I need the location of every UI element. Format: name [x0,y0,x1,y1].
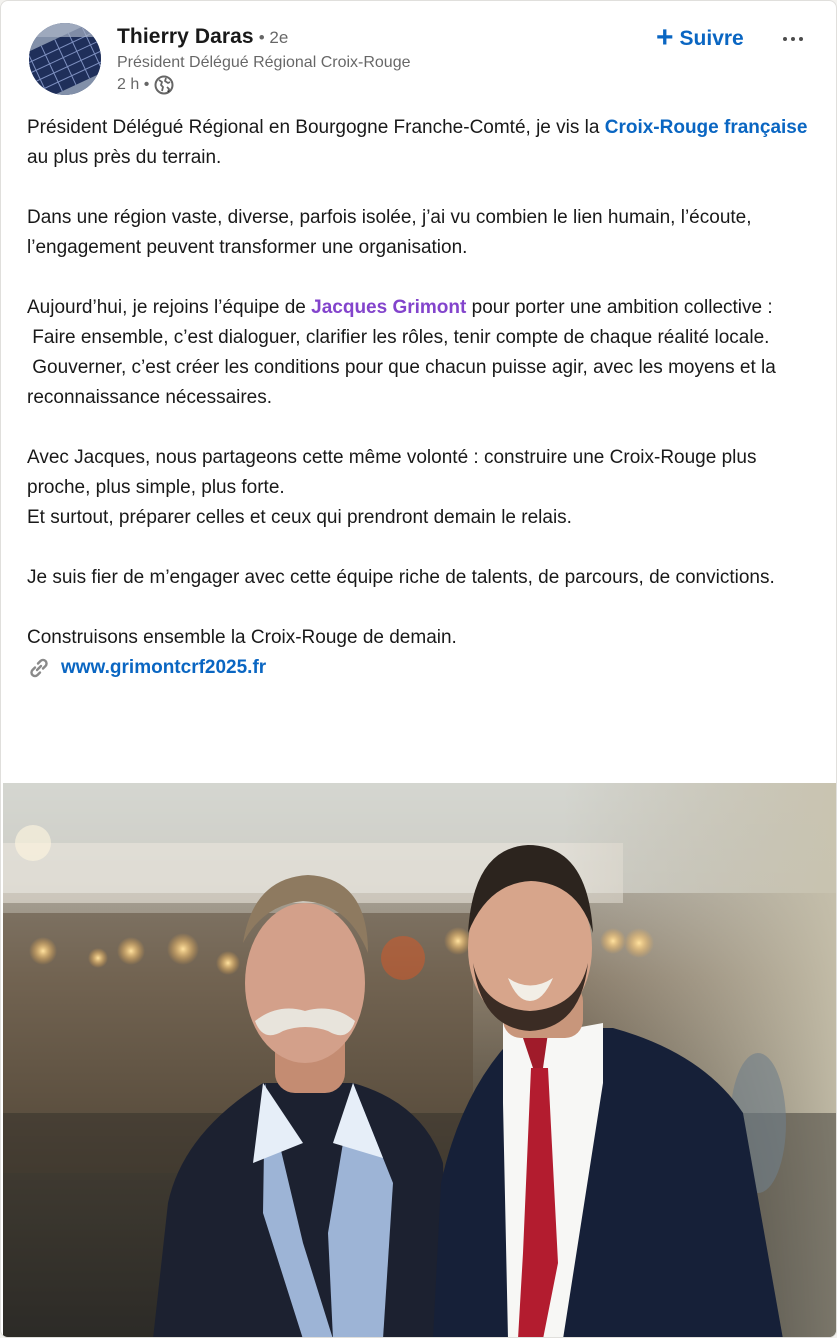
connection-degree: • 2e [258,28,289,47]
paragraph-3-line-2: Faire ensemble, c’est dialoguer, clarifier les rôles, tenir compte de chaque réalité locale. [27,327,770,348]
author-avatar[interactable] [29,23,101,95]
ellipsis-dot [783,37,787,41]
post-text [27,113,817,683]
paragraph-4-line-1: Avec Jacques, nous partageons cette même volonté : construire une Croix-Rouge plus proche, plus simple, plus forte. [27,447,757,498]
post-header [29,20,829,103]
more-options-button[interactable] [777,27,809,51]
follow-button[interactable] [656,20,744,55]
follow-label: Suivre [679,27,744,50]
post-image[interactable] [3,783,836,1338]
paragraph-3-line-3: Gouverner, c’est créer les conditions pour que chacun puisse agir, avec les moyens et la reconnaissance nécessaires. [27,357,782,408]
author-meta [117,25,411,95]
website-link[interactable]: www.grimontcrf2025.fr [61,657,267,678]
paragraph-6: Construisons ensemble la Croix-Rouge de demain. [27,627,457,648]
link-icon [27,656,51,680]
post-time: 2 h • [117,76,150,93]
two-men-portrait-photo [3,783,836,1338]
paragraph-1: Président Délégué Régional en Bourgogne Franche-Comté, je vis la Croix-Rouge française au plus près du terrain. [27,117,808,168]
mention-jacques-grimont[interactable]: Jacques Grimont [311,297,467,318]
globe-icon [154,75,174,95]
link-row [27,653,817,683]
solar-panel-avatar-icon [29,23,101,95]
paragraph-2: Dans une région vaste, diverse, parfois isolée, j’ai vu combien le lien humain, l’écoute, l’engagement peuvent transformer une organisation. [27,207,752,258]
plus-icon: + [656,20,674,54]
paragraph-4-line-2: Et surtout, préparer celles et ceux qui prendront demain le relais. [27,507,572,528]
paragraph-3: Aujourd’hui, je rejoins l’équipe de Jacques Grimont pour porter une ambition collective : [27,297,773,318]
ellipsis-dot [791,37,795,41]
post-timestamp [117,75,411,95]
ellipsis-dot [799,37,803,41]
mention-croix-rouge[interactable]: Croix-Rouge française [604,117,808,138]
paragraph-5: Je suis fier de m’engager avec cette équipe riche de talents, de parcours, de convictions. [27,567,775,588]
author-name[interactable]: Thierry Daras [117,25,254,48]
author-headline: Président Délégué Régional Croix-Rouge [117,54,411,71]
